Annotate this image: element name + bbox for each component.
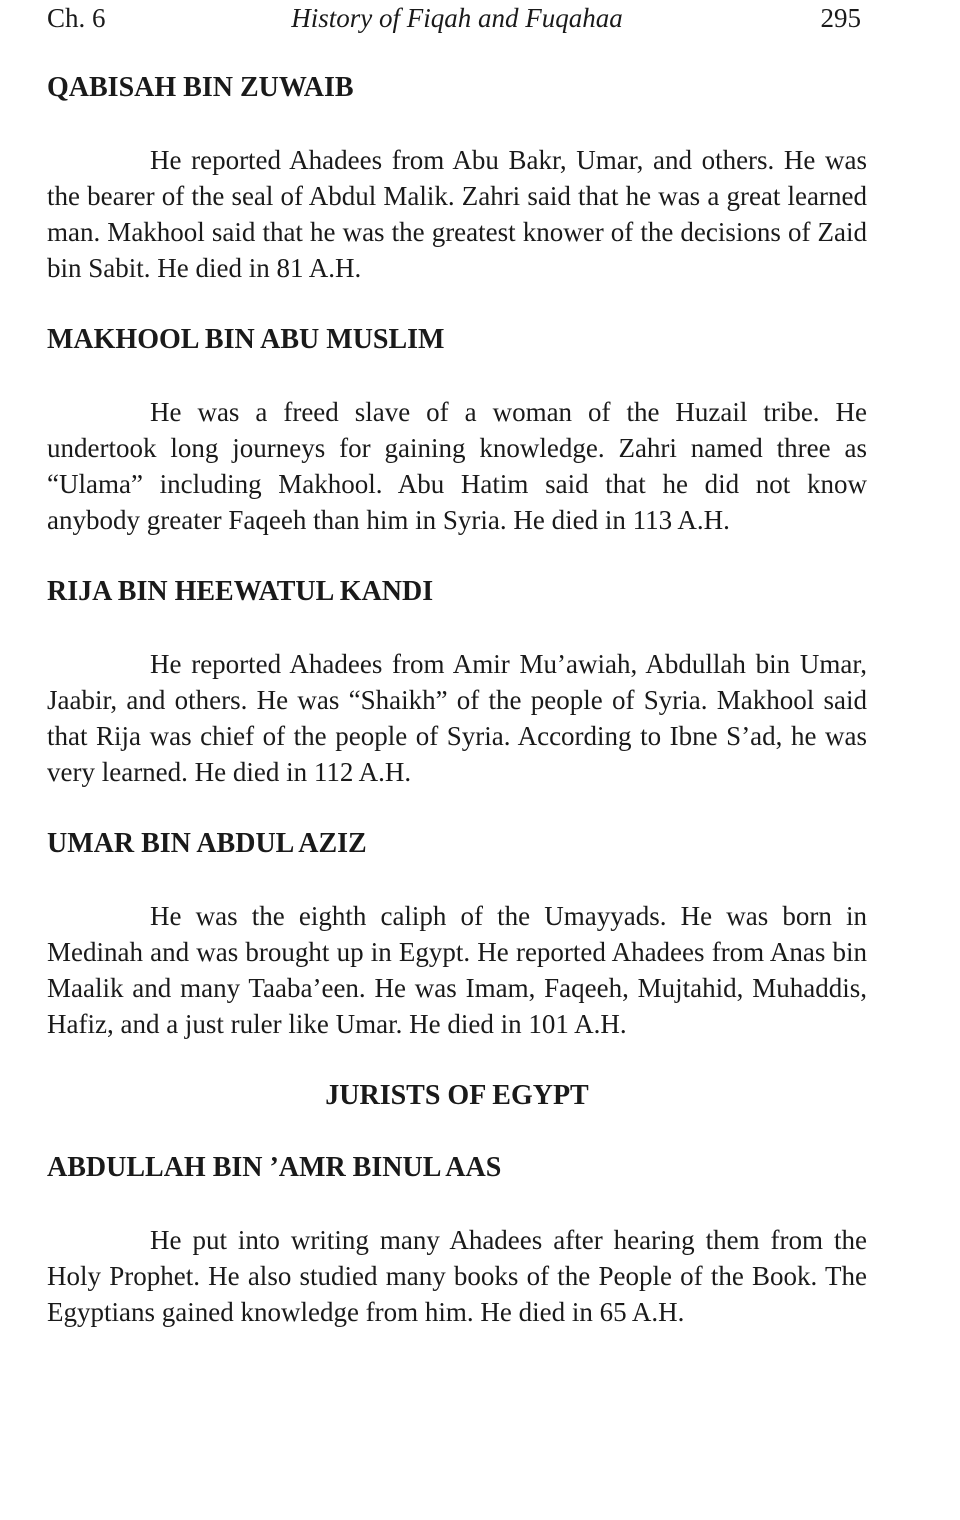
section-heading-qabisah: QABISAH BIN ZUWAIB [47,72,354,103]
section-body-abdullah: He put into writing many Ahadees after hearing them from the Holy Prophet. He also studied many books of the People of the Book. The Egyptians gained knowledge from him. He died in 65 A.H. [47,1225,867,1327]
section-heading-makhool: MAKHOOL BIN ABU MUSLIM [47,324,445,355]
section-body-makhool: He was a freed slave of a woman of the Huzail tribe. He undertook long journeys for gaining knowledge. Zahri named three as “Ulama” including Makhool. Abu Hatim said that he did not know anybody greater Faqeeh than him in Syria. He died in 113 A.H. [47,397,867,535]
chapter-label: Ch. 6 [47,3,106,33]
section-heading-abdullah: ABDULLAH BIN ’AMR BINUL AAS [47,1152,502,1183]
book-title: History of Fiqah and Fuqahaa [291,3,623,33]
section-heading-rija: RIJA BIN HEEWATUL KANDI [47,576,434,607]
running-header [47,0,867,36]
section-body-rija: He reported Ahadees from Amir Mu’awiah, Abdullah bin Umar, Jaabir, and others. He was “Shaikh” of the people of Syria. Makhool said that Rija was chief of the people of Syria. According to Ibne S’ad, he was very learned. He died in 112 A.H. [47,649,867,787]
section-heading-umar: UMAR BIN ABDUL AZIZ [47,828,367,859]
section-body-umar: He was the eighth caliph of the Umayyads. He was born in Medinah and was brought up in Egypt. He reported Ahadees from Anas bin Maalik and many Taaba’een. He was Imam, Faqeeh, Mujtahid, Muhaddis, Hafiz, and a just ruler like Umar. He died in 101 A.H. [47,901,867,1039]
chapter-subheading-jurists-of-egypt: JURISTS OF EGYPT [325,1080,589,1111]
book-page [47,0,867,1330]
page-number: 295 [820,3,861,33]
section-body-qabisah: He reported Ahadees from Abu Bakr, Umar, and others. He was the bearer of the seal of Abdul Malik. Zahri said that he was a great learned man. Makhool said that he was the greatest knower of the decisions of Zaid bin Sabit. He died in 81 A.H. [47,145,867,283]
